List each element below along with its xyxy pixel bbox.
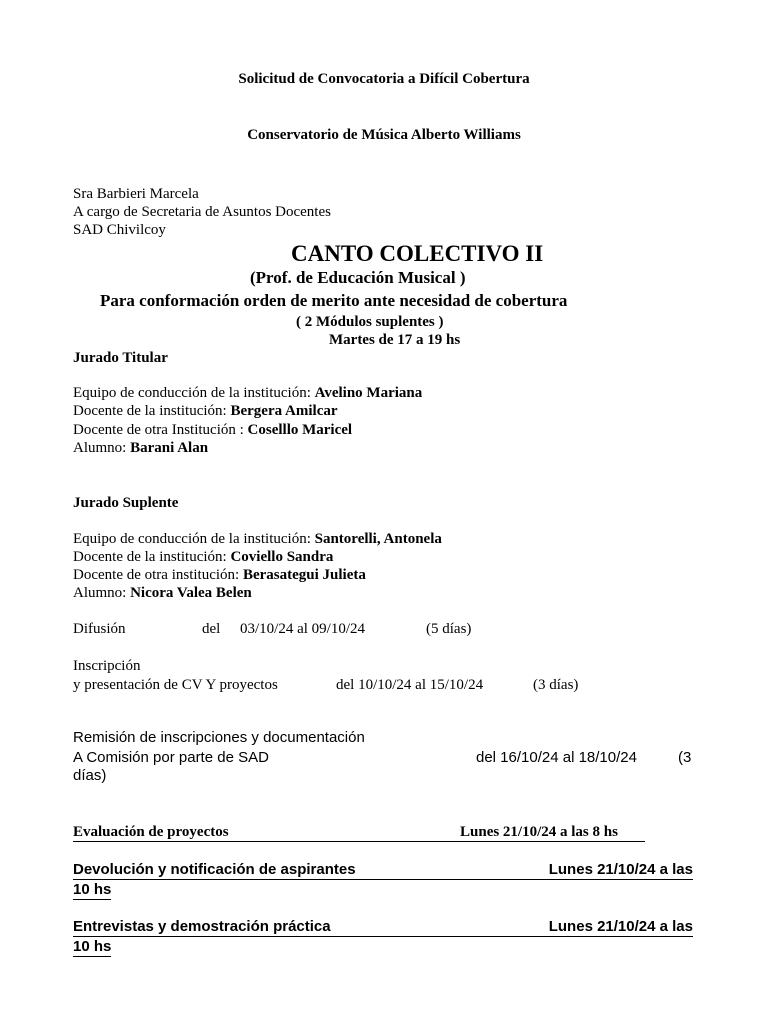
row-label: Alumno: <box>73 440 131 456</box>
remision-range: del 16/10/24 al 18/10/24 <box>476 749 637 766</box>
entrevistas-time: 10 hs <box>73 938 112 955</box>
institution-name: Conservatorio de Música Alberto Williams <box>247 127 521 143</box>
remision-days-cont: días) <box>73 767 107 784</box>
inscripcion-days: (3 días) <box>533 677 579 693</box>
jurado-suplente-row <box>73 566 366 584</box>
devolucion-label: Devolución y notificación de aspirantes <box>73 861 356 878</box>
jurado-titular-row <box>73 384 422 402</box>
remision-detail: A Comisión por parte de SAD <box>73 749 269 766</box>
inscripcion-range: del 10/10/24 al 15/10/24 <box>336 677 484 693</box>
devolucion-date: Lunes 21/10/24 a las <box>548 861 693 878</box>
difusion-label: Difusión <box>73 621 126 637</box>
jurado-titular-heading: Jurado Titular <box>73 350 168 366</box>
jurado-titular-row <box>73 439 208 457</box>
jurado-suplente-row <box>73 584 252 602</box>
course-profile: (Prof. de Educación Musical ) <box>250 268 466 287</box>
row-value: Santorelli, Antonela <box>314 531 442 547</box>
row-value: Nicora Valea Belen <box>130 585 252 601</box>
devolucion-row <box>73 860 693 880</box>
devolucion-time: 10 hs <box>73 881 112 898</box>
row-label: Docente de otra Institución : <box>73 422 248 438</box>
row-value: Barani Alan <box>130 440 209 456</box>
jurado-suplente-heading: Jurado Suplente <box>73 495 179 511</box>
evaluacion-date: Lunes 21/10/24 a las 8 hs <box>460 824 618 840</box>
row-label: Equipo de conducción de la institución: <box>73 531 315 547</box>
course-purpose: Para conformación orden de merito ante necesidad de cobertura <box>100 291 568 310</box>
entrevistas-label: Entrevistas y demostración práctica <box>73 918 331 935</box>
inscripcion-detail: y presentación de CV Y proyectos <box>73 677 278 693</box>
row-value: Coviello Sandra <box>230 549 334 565</box>
addressee-name: Sra Barbieri Marcela <box>73 186 199 202</box>
document-title: Solicitud de Convocatoria a Difícil Cobertura <box>238 71 530 87</box>
evaluacion-label: Evaluación de proyectos <box>73 824 229 840</box>
row-value: Bergera Amilcar <box>230 403 338 419</box>
difusion-days: (5 días) <box>426 621 472 637</box>
remision-label: Remisión de inscripciones y documentación <box>73 729 365 746</box>
addressee-office: SAD Chivilcoy <box>73 222 166 238</box>
row-label: Docente de otra institución: <box>73 567 243 583</box>
inscripcion-label: Inscripción <box>73 658 141 674</box>
row-label: Equipo de conducción de la institución: <box>73 385 315 401</box>
remision-days: (3 <box>678 749 692 766</box>
row-value: Avelino Mariana <box>314 385 423 401</box>
row-label: Alumno: <box>73 585 131 601</box>
course-schedule: Martes de 17 a 19 hs <box>329 332 461 348</box>
course-name: CANTO COLECTIVO II <box>291 241 544 266</box>
jurado-suplente-row <box>73 548 333 566</box>
evaluacion-row <box>73 823 645 842</box>
difusion-range: 03/10/24 al 09/10/24 <box>240 621 365 637</box>
jurado-titular-row <box>73 421 352 439</box>
jurado-titular-row <box>73 402 338 420</box>
entrevistas-row <box>73 917 693 937</box>
addressee-role: A cargo de Secretaria de Asuntos Docentes <box>73 204 331 220</box>
row-value: Coselllo Maricel <box>247 422 353 438</box>
difusion-del: del <box>202 621 221 637</box>
row-label: Docente de la institución: <box>73 549 231 565</box>
course-modules: ( 2 Módulos suplentes ) <box>296 314 444 330</box>
jurado-suplente-row <box>73 530 442 548</box>
row-label: Docente de la institución: <box>73 403 231 419</box>
row-value: Berasategui Julieta <box>242 567 366 583</box>
entrevistas-date: Lunes 21/10/24 a las <box>548 918 693 935</box>
